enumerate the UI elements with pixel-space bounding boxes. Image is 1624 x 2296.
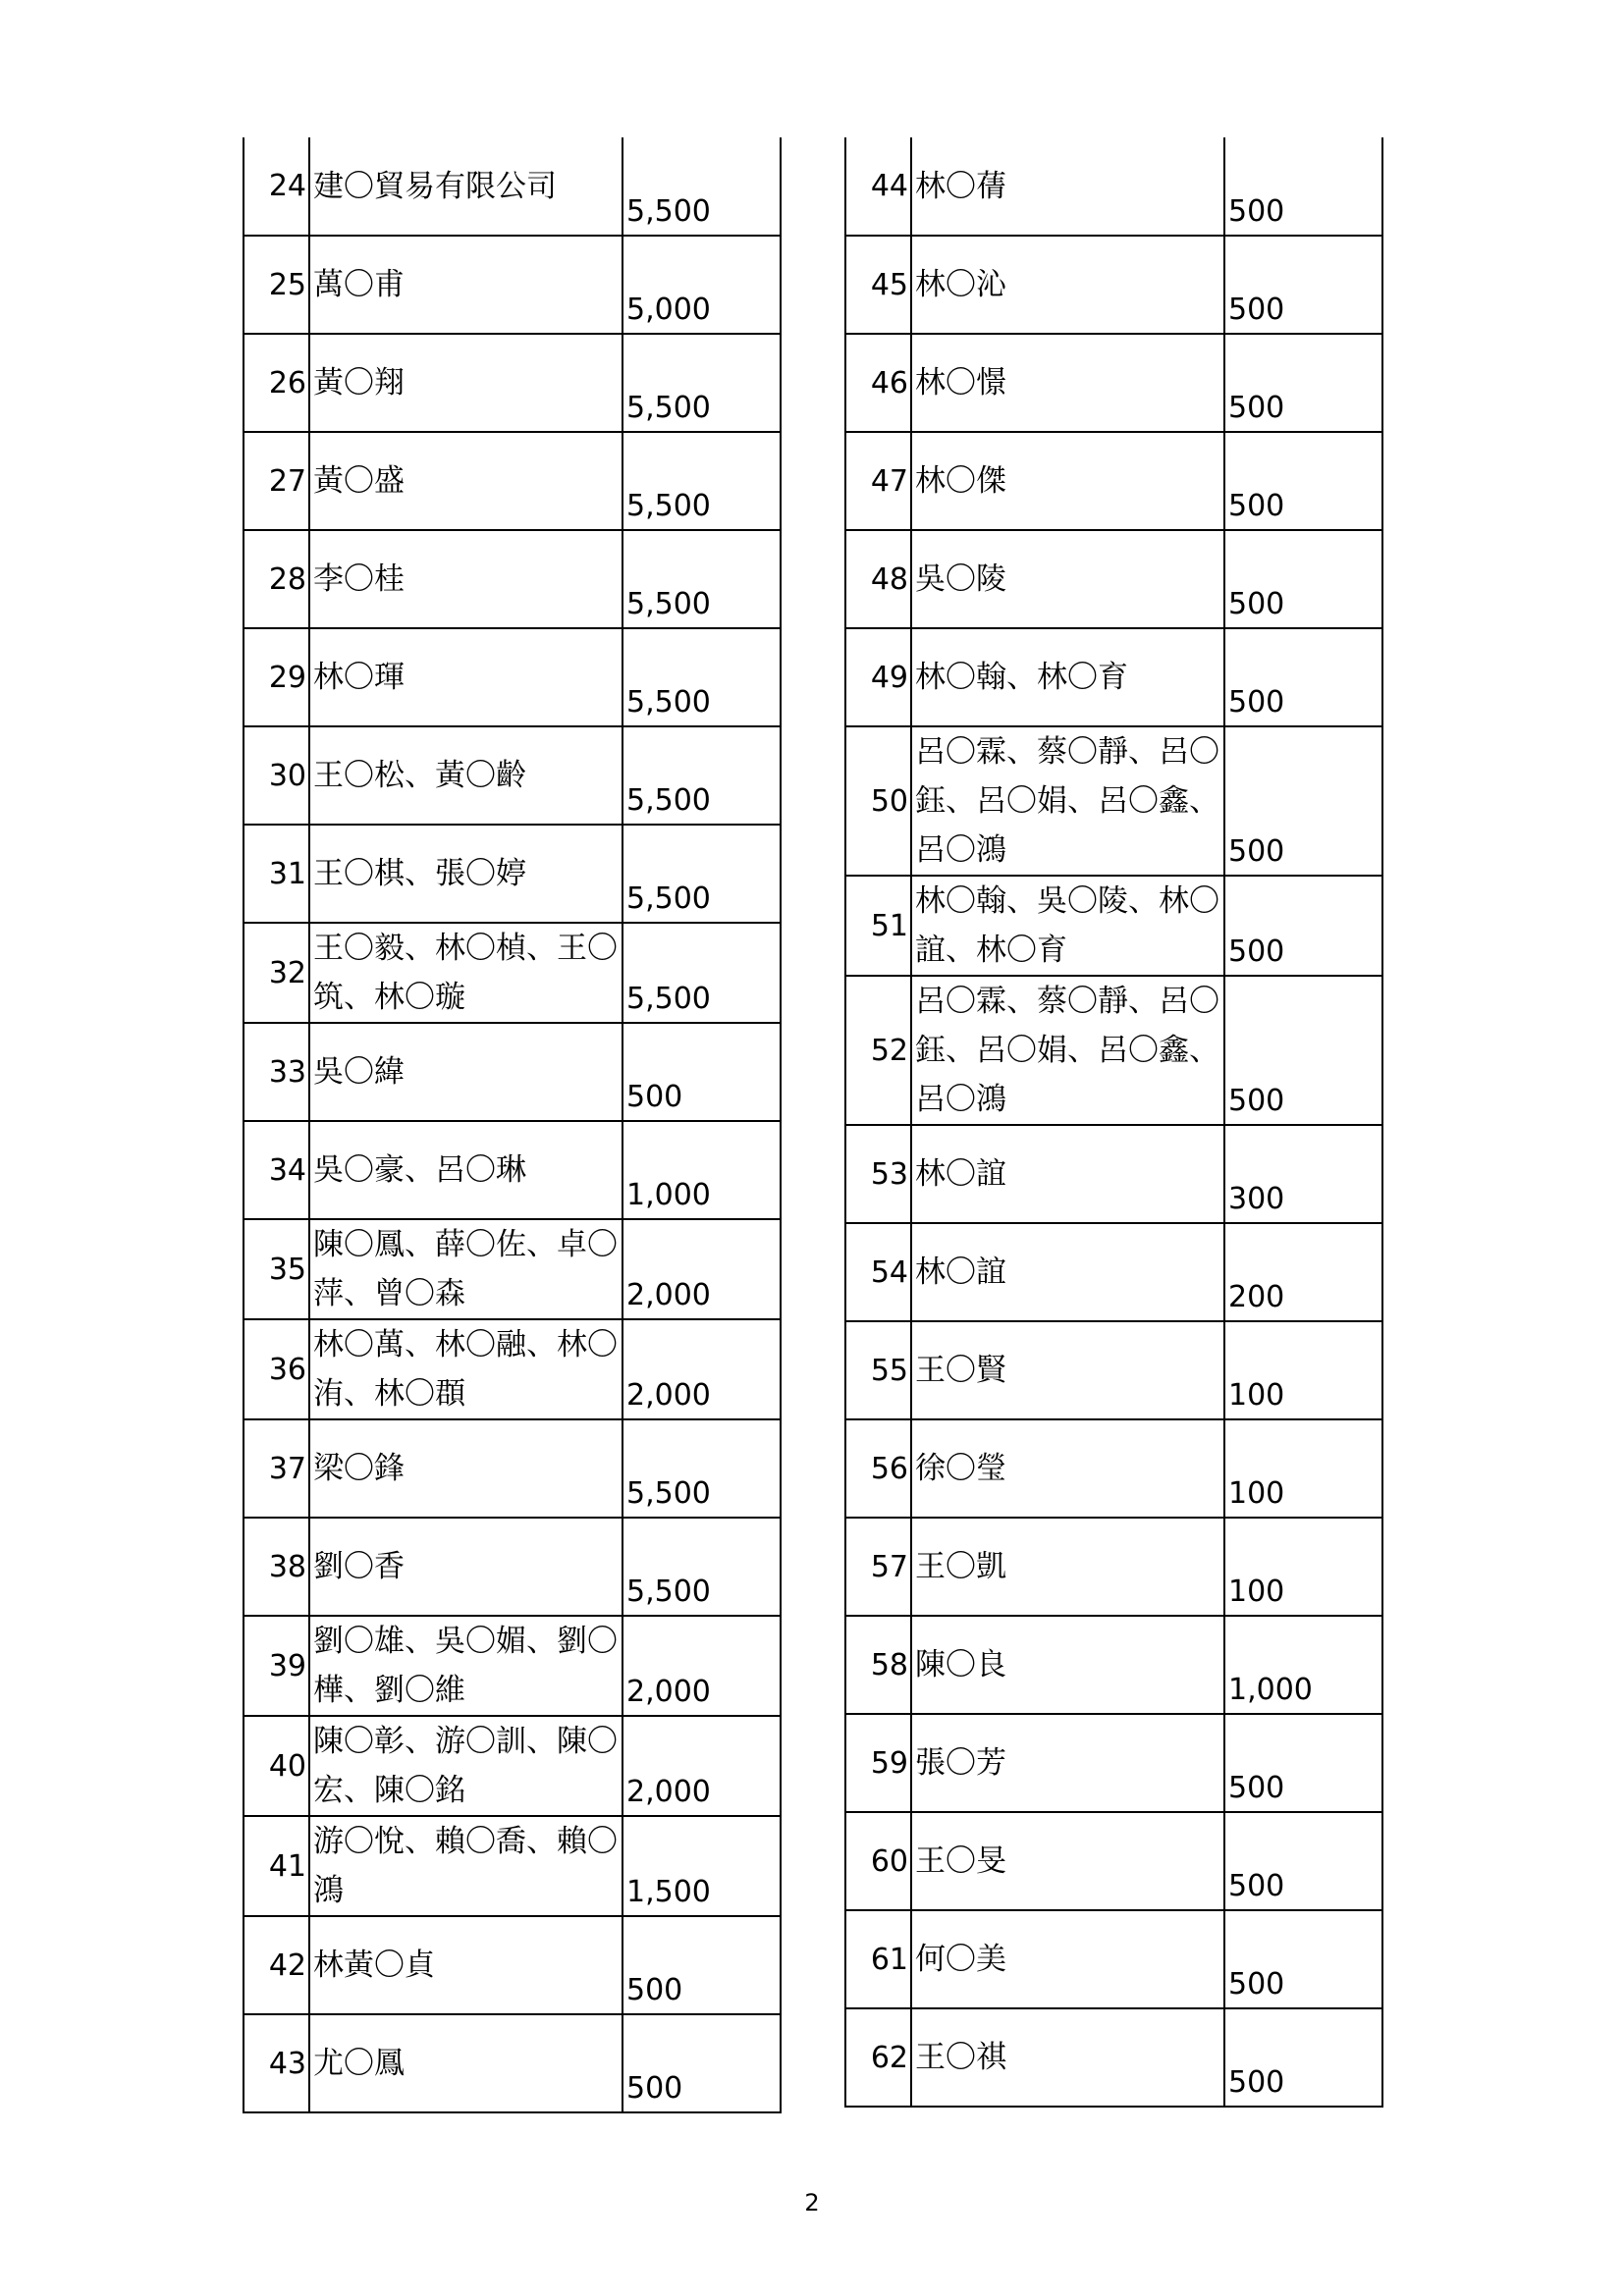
donation-amount: 500	[623, 1916, 781, 2014]
donor-name: 林〇蒨	[911, 137, 1224, 236]
donation-amount: 5,500	[623, 137, 781, 236]
donation-amount: 500	[1224, 876, 1382, 976]
page-number: 2	[804, 2189, 820, 2216]
table-row	[845, 432, 1382, 530]
table-row	[244, 1816, 781, 1916]
donor-name: 梁〇鋒	[309, 1419, 623, 1518]
donor-name: 建〇貿易有限公司	[309, 137, 623, 236]
row-number: 59	[845, 1714, 911, 1812]
donation-amount: 5,500	[623, 432, 781, 530]
donation-amount: 2,000	[623, 1716, 781, 1816]
row-number: 42	[244, 1916, 309, 2014]
table-row	[244, 2014, 781, 2112]
donor-name: 吳〇陵	[911, 530, 1224, 628]
row-number: 33	[244, 1023, 309, 1121]
row-number: 26	[244, 334, 309, 432]
table-row	[244, 334, 781, 432]
table-row	[244, 628, 781, 726]
donation-amount: 500	[1224, 137, 1382, 236]
table-row	[244, 923, 781, 1023]
row-number: 55	[845, 1321, 911, 1419]
row-number: 37	[244, 1419, 309, 1518]
donor-name: 王〇旻	[911, 1812, 1224, 1910]
table-row	[845, 530, 1382, 628]
donor-name: 林〇翰、林〇育	[911, 628, 1224, 726]
table-row	[244, 1419, 781, 1518]
row-number: 58	[845, 1616, 911, 1714]
donation-amount: 500	[1224, 726, 1382, 876]
row-number: 57	[845, 1518, 911, 1616]
row-number: 48	[845, 530, 911, 628]
donor-name: 陳〇鳳、薛〇佐、卓〇萍、曾〇森	[309, 1219, 623, 1319]
donor-name: 林〇誼	[911, 1125, 1224, 1223]
donation-amount: 5,500	[623, 334, 781, 432]
donor-name: 吳〇緯	[309, 1023, 623, 1121]
donation-table-right	[844, 137, 1383, 2108]
donation-amount: 5,500	[623, 530, 781, 628]
donor-name: 林〇誼	[911, 1223, 1224, 1321]
table-row	[845, 726, 1382, 876]
donor-name: 陳〇彰、游〇訓、陳〇宏、陳〇銘	[309, 1716, 623, 1816]
table-row	[845, 1714, 1382, 1812]
table-row	[244, 1518, 781, 1616]
row-number: 61	[845, 1910, 911, 2008]
donation-amount: 5,500	[623, 923, 781, 1023]
donor-name: 呂〇霖、蔡〇靜、呂〇鈺、呂〇娟、呂〇鑫、呂〇鴻	[911, 976, 1224, 1125]
donation-amount: 300	[1224, 1125, 1382, 1223]
donor-name: 林〇沁	[911, 236, 1224, 334]
row-number: 38	[244, 1518, 309, 1616]
table-row	[845, 1419, 1382, 1518]
donor-name: 徐〇瑩	[911, 1419, 1224, 1518]
donation-amount: 500	[623, 2014, 781, 2112]
table-row	[244, 1219, 781, 1319]
row-number: 62	[845, 2008, 911, 2107]
row-number: 30	[244, 726, 309, 825]
donor-name: 黃〇盛	[309, 432, 623, 530]
donation-amount: 500	[1224, 236, 1382, 334]
table-row	[845, 976, 1382, 1125]
donation-amount: 200	[1224, 1223, 1382, 1321]
row-number: 43	[244, 2014, 309, 2112]
donor-name: 呂〇霖、蔡〇靜、呂〇鈺、呂〇娟、呂〇鑫、呂〇鴻	[911, 726, 1224, 876]
donor-name: 王〇棋、張〇婷	[309, 825, 623, 923]
table-row	[845, 1616, 1382, 1714]
donor-name: 陳〇良	[911, 1616, 1224, 1714]
donor-name: 林〇琿	[309, 628, 623, 726]
row-number: 24	[244, 137, 309, 236]
donor-name: 何〇美	[911, 1910, 1224, 2008]
row-number: 52	[845, 976, 911, 1125]
donor-name: 萬〇甫	[309, 236, 623, 334]
donation-amount: 5,500	[623, 825, 781, 923]
donor-name: 王〇祺	[911, 2008, 1224, 2107]
row-number: 27	[244, 432, 309, 530]
table-row	[845, 1518, 1382, 1616]
donation-amount: 2,000	[623, 1319, 781, 1419]
donation-amount: 1,000	[1224, 1616, 1382, 1714]
donation-amount: 500	[1224, 1714, 1382, 1812]
row-number: 54	[845, 1223, 911, 1321]
row-number: 60	[845, 1812, 911, 1910]
row-number: 34	[244, 1121, 309, 1219]
donor-name: 劉〇香	[309, 1518, 623, 1616]
donation-amount: 1,500	[623, 1816, 781, 1916]
table-row	[845, 137, 1382, 236]
row-number: 56	[845, 1419, 911, 1518]
donor-name: 林〇傑	[911, 432, 1224, 530]
donor-name: 張〇芳	[911, 1714, 1224, 1812]
table-row	[845, 876, 1382, 976]
donation-amount: 5,500	[623, 1419, 781, 1518]
donor-name: 林〇憬	[911, 334, 1224, 432]
donation-amount: 500	[1224, 530, 1382, 628]
table-row	[244, 137, 781, 236]
row-number: 46	[845, 334, 911, 432]
donor-name: 王〇松、黃〇齡	[309, 726, 623, 825]
donor-name: 尤〇鳳	[309, 2014, 623, 2112]
table-row	[244, 1616, 781, 1716]
donation-amount: 5,500	[623, 628, 781, 726]
donation-amount: 5,000	[623, 236, 781, 334]
table-row	[845, 1125, 1382, 1223]
donation-amount: 100	[1224, 1518, 1382, 1616]
table-row	[845, 2008, 1382, 2107]
donor-name: 游〇悅、賴〇喬、賴〇鴻	[309, 1816, 623, 1916]
row-number: 29	[244, 628, 309, 726]
table-row	[244, 1121, 781, 1219]
donation-amount: 500	[1224, 1910, 1382, 2008]
table-row	[845, 1910, 1382, 2008]
row-number: 49	[845, 628, 911, 726]
row-number: 45	[845, 236, 911, 334]
donation-amount: 500	[1224, 628, 1382, 726]
table-row	[845, 334, 1382, 432]
donation-amount: 5,500	[623, 726, 781, 825]
donor-name: 黃〇翔	[309, 334, 623, 432]
table-row	[244, 530, 781, 628]
row-number: 40	[244, 1716, 309, 1816]
row-number: 36	[244, 1319, 309, 1419]
table-row	[845, 1321, 1382, 1419]
table-row	[845, 628, 1382, 726]
donation-amount: 500	[1224, 1812, 1382, 1910]
table-row	[244, 1023, 781, 1121]
row-number: 32	[244, 923, 309, 1023]
table-row	[244, 726, 781, 825]
donor-name: 林黃〇貞	[309, 1916, 623, 2014]
donor-name: 王〇凱	[911, 1518, 1224, 1616]
row-number: 51	[845, 876, 911, 976]
table-row	[845, 1812, 1382, 1910]
donation-amount: 100	[1224, 1321, 1382, 1419]
row-number: 50	[845, 726, 911, 876]
donation-amount: 5,500	[623, 1518, 781, 1616]
row-number: 28	[244, 530, 309, 628]
donor-name: 林〇萬、林〇融、林〇洧、林〇頵	[309, 1319, 623, 1419]
row-number: 31	[244, 825, 309, 923]
donor-name: 劉〇雄、吳〇媚、劉〇樺、劉〇維	[309, 1616, 623, 1716]
table-row	[244, 825, 781, 923]
donor-name: 王〇毅、林〇楨、王〇筑、林〇璇	[309, 923, 623, 1023]
donation-amount: 2,000	[623, 1219, 781, 1319]
row-number: 35	[244, 1219, 309, 1319]
row-number: 53	[845, 1125, 911, 1223]
donation-amount: 500	[623, 1023, 781, 1121]
donor-name: 吳〇豪、呂〇琳	[309, 1121, 623, 1219]
table-row	[845, 236, 1382, 334]
donation-amount: 500	[1224, 2008, 1382, 2107]
row-number: 44	[845, 137, 911, 236]
table-row	[845, 1223, 1382, 1321]
row-number: 25	[244, 236, 309, 334]
donation-amount: 500	[1224, 432, 1382, 530]
donation-amount: 500	[1224, 976, 1382, 1125]
donor-name: 林〇翰、吳〇陵、林〇誼、林〇育	[911, 876, 1224, 976]
table-row	[244, 236, 781, 334]
donation-amount: 100	[1224, 1419, 1382, 1518]
row-number: 39	[244, 1616, 309, 1716]
table-row	[244, 1916, 781, 2014]
donation-amount: 1,000	[623, 1121, 781, 1219]
donation-table-left	[243, 137, 782, 2113]
table-row	[244, 1716, 781, 1816]
donor-name: 王〇賢	[911, 1321, 1224, 1419]
donation-amount: 2,000	[623, 1616, 781, 1716]
row-number: 47	[845, 432, 911, 530]
donation-amount: 500	[1224, 334, 1382, 432]
donor-name: 李〇桂	[309, 530, 623, 628]
row-number: 41	[244, 1816, 309, 1916]
table-row	[244, 432, 781, 530]
table-row	[244, 1319, 781, 1419]
